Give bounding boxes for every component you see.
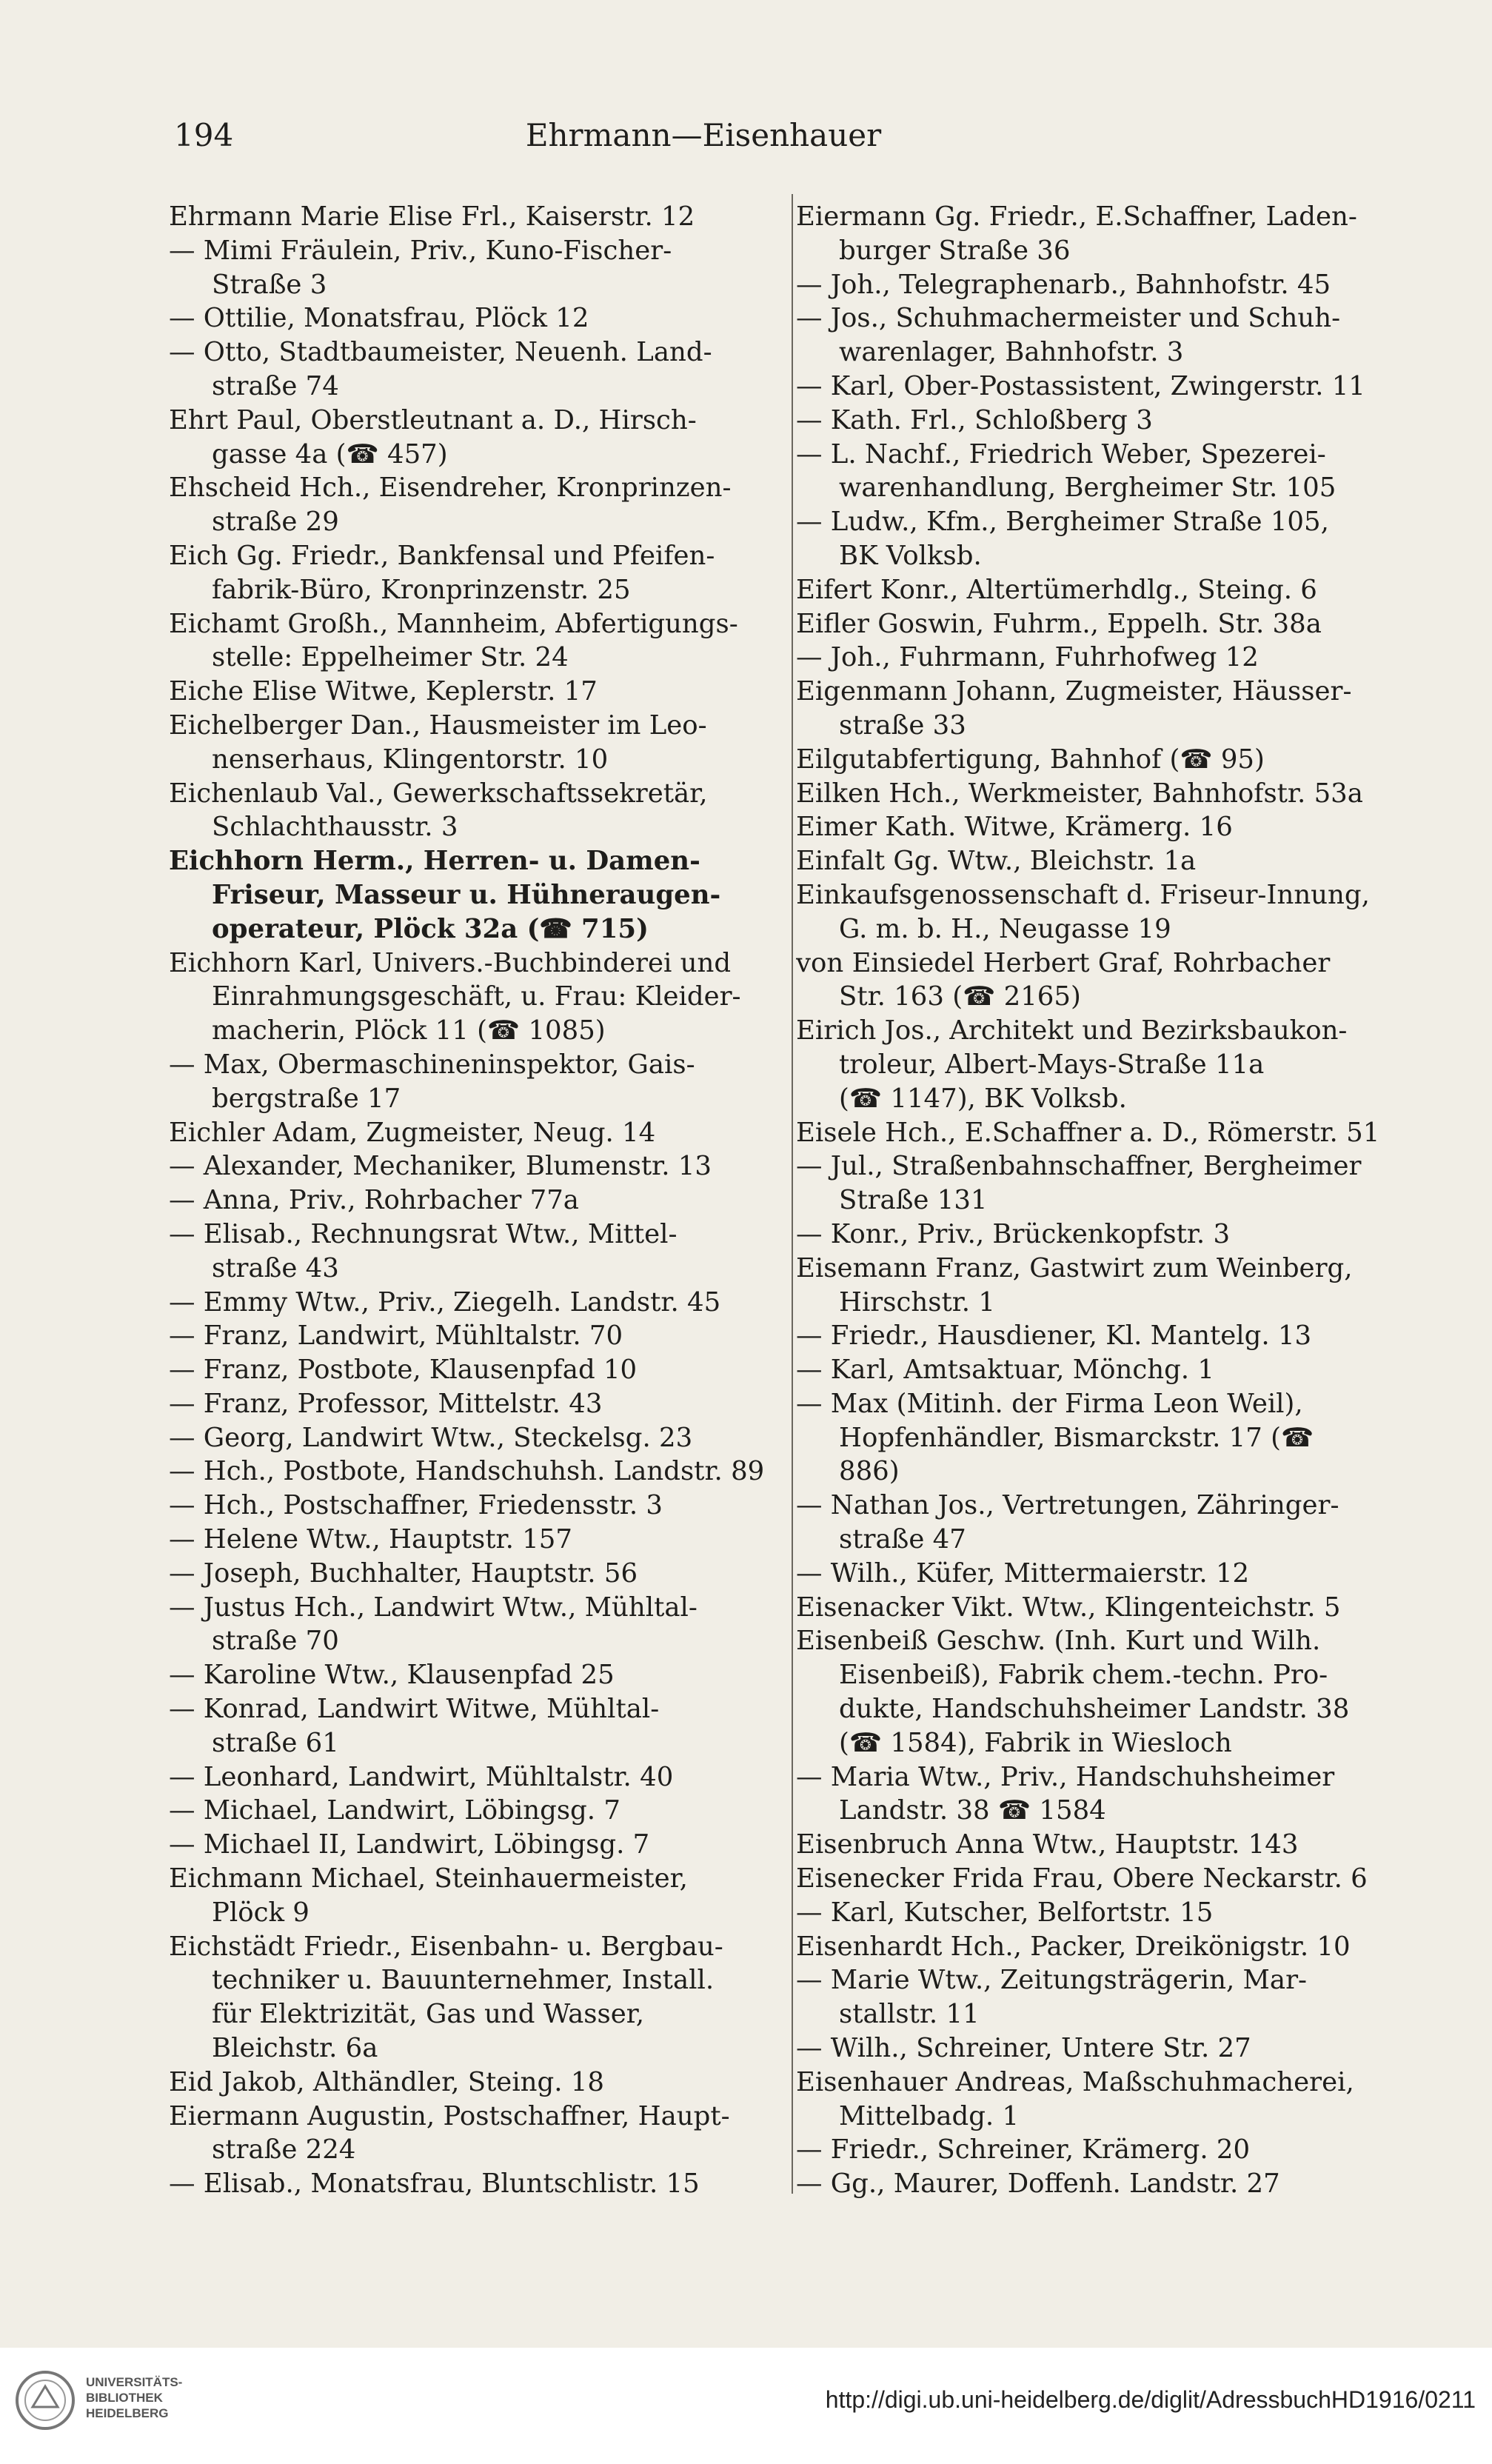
entry-line: Eichhorn Karl, Univers.-Buchbinderei und — [169, 947, 732, 978]
entry-line: techniker u. Bauunternehmer, Install. — [212, 1965, 715, 1996]
column-divider — [792, 194, 793, 2194]
entry-line: Eisenhardt Hch., Packer, Dreikönigstr. 10 — [796, 1931, 1351, 1962]
entry-line: Eifert Konr., Altertümerhdlg., Steing. 6 — [796, 574, 1317, 605]
entry-line: Straße 131 — [839, 1185, 988, 1216]
entry-line: — Joh., Telegraphenarb., Bahnhofstr. 45 — [796, 269, 1331, 300]
entry-line: Eich Gg. Friedr., Bankfensal und Pfeifen- — [169, 540, 715, 571]
entry-line: Eichhorn Herm., Herren- u. Damen- — [169, 846, 700, 877]
entry-line: — Gg., Maurer, Doffenh. Landstr. 27 — [796, 2168, 1280, 2200]
entry-line: warenlager, Bahnhofstr. 3 — [839, 337, 1184, 368]
entry-line: Eichmann Michael, Steinhauermeister, — [169, 1863, 688, 1894]
source-url[interactable]: http://digi.ub.uni-heidelberg.de/diglit/AdressbuchHD1916/0211 — [825, 2386, 1476, 2413]
entry-line: von Einsiedel Herbert Graf, Rohrbacher — [796, 947, 1331, 978]
entry-line: — Max, Obermaschineninspektor, Gais- — [169, 1049, 695, 1080]
entry-line: — Mimi Fräulein, Priv., Kuno-Fischer- — [169, 235, 672, 266]
entry-line: — Elisab., Monatsfrau, Bluntschlistr. 15 — [169, 2168, 700, 2200]
library-name-line-2: BIBLIOTHEK — [86, 2391, 163, 2405]
entry-line: macherin, Plöck 11 (☎ 1085) — [212, 1015, 606, 1046]
library-seal-icon — [13, 2368, 77, 2432]
entry-line: Schlachthausstr. 3 — [212, 812, 458, 843]
library-name-line-1: UNIVERSITÄTS- — [86, 2375, 183, 2389]
entry-line: — Hch., Postbote, Handschuhsh. Landstr. 89 — [169, 1456, 765, 1487]
entry-line: Eisenecker Frida Frau, Obere Neckarstr. 6 — [796, 1863, 1368, 1894]
entry-line: — Friedr., Hausdiener, Kl. Mantelg. 13 — [796, 1321, 1312, 1352]
entry-line: — Helene Wtw., Hauptstr. 157 — [169, 1524, 572, 1555]
entry-line: Eiche Elise Witwe, Keplerstr. 17 — [169, 676, 598, 707]
entry-line: Eid Jakob, Althändler, Steing. 18 — [169, 2066, 605, 2097]
entry-line: straße 70 — [212, 1626, 339, 1657]
entry-line: — Konrad, Landwirt Witwe, Mühltal- — [169, 1694, 660, 1725]
entry-line: — Friedr., Schreiner, Krämerg. 20 — [796, 2134, 1251, 2166]
page-header — [174, 111, 959, 163]
entry-line: Ehrt Paul, Oberstleutnant a. D., Hirsch- — [169, 404, 697, 435]
entry-line: — Otto, Stadtbaumeister, Neuenh. Land- — [169, 337, 712, 368]
entry-line: bergstraße 17 — [212, 1083, 401, 1114]
library-name-line-3: HEIDELBERG — [86, 2406, 169, 2420]
entry-line: dukte, Handschuhsheimer Landstr. 38 — [839, 1694, 1350, 1725]
entry-line: nenserhaus, Klingentorstr. 10 — [212, 744, 609, 775]
entry-line: Ehrmann Marie Elise Frl., Kaiserstr. 12 — [169, 201, 695, 232]
entry-line: Straße 3 — [212, 269, 327, 300]
entry-line: Str. 163 (☎ 2165) — [839, 981, 1081, 1012]
entry-line: Eisemann Franz, Gastwirt zum Weinberg, — [796, 1252, 1353, 1283]
entry-line: Eilgutabfertigung, Bahnhof (☎ 95) — [796, 744, 1265, 775]
entry-line: Hopfenhändler, Bismarckstr. 17 (☎ — [839, 1422, 1314, 1453]
entry-line: Eiermann Gg. Friedr., E.Schaffner, Laden- — [796, 201, 1357, 232]
entry-line: Einfalt Gg. Wtw., Bleichstr. 1a — [796, 846, 1197, 877]
entry-line: — Karl, Kutscher, Belfortstr. 15 — [796, 1897, 1214, 1928]
entry-line: Plöck 9 — [212, 1897, 310, 1928]
entry-line: Bleichstr. 6a — [212, 2033, 378, 2064]
entry-line: — Emmy Wtw., Priv., Ziegelh. Landstr. 45 — [169, 1286, 721, 1318]
entry-line: Einrahmungsgeschäft, u. Frau: Kleider- — [212, 981, 741, 1012]
entry-line: Eichamt Großh., Mannheim, Abfertigungs- — [169, 608, 738, 639]
entry-line: Eisenbruch Anna Wtw., Hauptstr. 143 — [796, 1829, 1299, 1860]
entry-line: Eilken Hch., Werkmeister, Bahnhofstr. 53a — [796, 778, 1363, 809]
entry-line: — Joh., Fuhrmann, Fuhrhofweg 12 — [796, 642, 1259, 673]
entry-line: — Elisab., Rechnungsrat Wtw., Mittel- — [169, 1218, 678, 1249]
entry-line: Eichenlaub Val., Gewerkschaftssekretär, — [169, 778, 708, 809]
entry-line: straße 47 — [839, 1524, 966, 1555]
entry-line: — Michael, Landwirt, Löbingsg. 7 — [169, 1795, 620, 1826]
entry-line: — Justus Hch., Landwirt Wtw., Mühltal- — [169, 1592, 698, 1623]
viewer-footer — [0, 2348, 1492, 2464]
entry-line: Eiermann Augustin, Postschaffner, Haupt- — [169, 2100, 730, 2131]
entry-line: — L. Nachf., Friedrich Weber, Spezerei- — [796, 438, 1326, 470]
entry-line: straße 29 — [212, 507, 339, 538]
entry-line: — Michael II, Landwirt, Löbingsg. 7 — [169, 1829, 650, 1860]
entry-line: — Kath. Frl., Schloßberg 3 — [796, 404, 1153, 435]
entry-line: Hirschstr. 1 — [839, 1286, 995, 1318]
entry-line: fabrik-Büro, Kronprinzenstr. 25 — [212, 574, 631, 605]
entry-line: straße 224 — [212, 2134, 356, 2166]
left-column — [169, 200, 783, 2201]
entry-line: — Max (Mitinh. der Firma Leon Weil), — [796, 1388, 1303, 1419]
entry-line: Einkaufsgenossenschaft d. Friseur-Innung, — [796, 879, 1370, 910]
entry-line: BK Volksb. — [839, 540, 982, 571]
entry-line: — Wilh., Schreiner, Untere Str. 27 — [796, 2033, 1251, 2064]
entry-line: gasse 4a (☎ 457) — [212, 438, 448, 470]
entry-line: straße 74 — [212, 370, 339, 401]
entry-line: stallstr. 11 — [839, 1999, 980, 2030]
entry-line: — Karl, Ober-Postassistent, Zwingerstr. 11 — [796, 370, 1365, 401]
entry-line: — Wilh., Küfer, Mittermaierstr. 12 — [796, 1557, 1250, 1589]
entry-line: Eisenacker Vikt. Wtw., Klingenteichstr. 5 — [796, 1592, 1341, 1623]
entry-line: — Karl, Amtsaktuar, Mönchg. 1 — [796, 1355, 1214, 1386]
entry-line: — Konr., Priv., Brückenkopfstr. 3 — [796, 1218, 1231, 1249]
entry-line: — Franz, Postbote, Klausenpfad 10 — [169, 1355, 638, 1386]
page-number: 194 — [174, 117, 234, 153]
entry-line: troleur, Albert-Mays-Straße 11a — [839, 1049, 1265, 1080]
library-logo[interactable] — [13, 2364, 206, 2445]
entry-line: Eigenmann Johann, Zugmeister, Häusser- — [796, 676, 1352, 707]
entry-line: 886) — [839, 1456, 900, 1487]
entry-line: straße 33 — [839, 710, 966, 741]
entry-line: Friseur, Masseur u. Hühneraugen- — [212, 879, 721, 910]
entry-line: stelle: Eppelheimer Str. 24 — [212, 642, 569, 673]
entry-line: — Jul., Straßenbahnschaffner, Bergheimer — [796, 1151, 1362, 1182]
running-title: Ehrmann—Eisenhauer — [525, 117, 882, 153]
entry-line: Landstr. 38 ☎ 1584 — [839, 1795, 1106, 1826]
entry-line: Mittelbadg. 1 — [839, 2100, 1020, 2131]
entry-line: Eichstädt Friedr., Eisenbahn- u. Bergbau- — [169, 1931, 723, 1962]
entry-line: — Joseph, Buchhalter, Hauptstr. 56 — [169, 1557, 638, 1589]
entry-line: — Franz, Landwirt, Mühltalstr. 70 — [169, 1321, 623, 1352]
entry-line: — Leonhard, Landwirt, Mühltalstr. 40 — [169, 1761, 674, 1792]
entry-line: operateur, Plöck 32a (☎ 715) — [212, 913, 649, 944]
entry-line: — Jos., Schuhmachermeister und Schuh- — [796, 303, 1341, 334]
entry-line: Eirich Jos., Architekt und Bezirksbaukon- — [796, 1015, 1348, 1046]
entry-line: Eichelberger Dan., Hausmeister im Leo- — [169, 710, 707, 741]
entry-line: straße 43 — [212, 1252, 339, 1283]
entry-line: — Karoline Wtw., Klausenpfad 25 — [169, 1660, 615, 1691]
entry-line: Eifler Goswin, Fuhrm., Eppelh. Str. 38a — [796, 608, 1322, 639]
entry-line: (☎ 1584), Fabrik in Wiesloch — [839, 1727, 1232, 1758]
entry-line: für Elektrizität, Gas und Wasser, — [212, 1999, 645, 2030]
right-column — [796, 200, 1402, 2201]
entry-line: — Franz, Professor, Mittelstr. 43 — [169, 1388, 603, 1419]
entry-line: — Ottilie, Monatsfrau, Plöck 12 — [169, 303, 589, 334]
entry-line: Eisenbeiß), Fabrik chem.-techn. Pro- — [839, 1660, 1328, 1691]
entry-line: — Ludw., Kfm., Bergheimer Straße 105, — [796, 507, 1329, 538]
entry-line: straße 61 — [212, 1727, 339, 1758]
library-name — [86, 2374, 182, 2421]
entry-line: — Georg, Landwirt Wtw., Steckelsg. 23 — [169, 1422, 693, 1453]
entry-line: burger Straße 36 — [839, 235, 1071, 266]
entry-line: (☎ 1147), BK Volksb. — [839, 1083, 1127, 1114]
entry-line: — Alexander, Mechaniker, Blumenstr. 13 — [169, 1151, 712, 1182]
entry-line: — Nathan Jos., Vertretungen, Zähringer- — [796, 1490, 1339, 1521]
entry-line: — Hch., Postschaffner, Friedensstr. 3 — [169, 1490, 663, 1521]
entry-line: — Marie Wtw., Zeitungsträgerin, Mar- — [796, 1965, 1308, 1996]
entry-line: Eisenbeiß Geschw. (Inh. Kurt und Wilh. — [796, 1626, 1321, 1657]
entry-line: Eichler Adam, Zugmeister, Neug. 14 — [169, 1117, 656, 1148]
entry-line: Ehscheid Hch., Eisendreher, Kronprinzen- — [169, 473, 732, 504]
entry-line: G. m. b. H., Neugasse 19 — [839, 913, 1171, 944]
entry-line: warenhandlung, Bergheimer Str. 105 — [839, 473, 1337, 504]
entry-line: Eisele Hch., E.Schaffner a. D., Römerstr. 51 — [796, 1117, 1380, 1148]
entry-line: Eisenhauer Andreas, Maßschuhmacherei, — [796, 2066, 1354, 2097]
entry-line: Eimer Kath. Witwe, Krämerg. 16 — [796, 812, 1233, 843]
entry-line: — Maria Wtw., Priv., Handschuhsheimer — [796, 1761, 1335, 1792]
entry-line: — Anna, Priv., Rohrbacher 77a — [169, 1185, 579, 1216]
